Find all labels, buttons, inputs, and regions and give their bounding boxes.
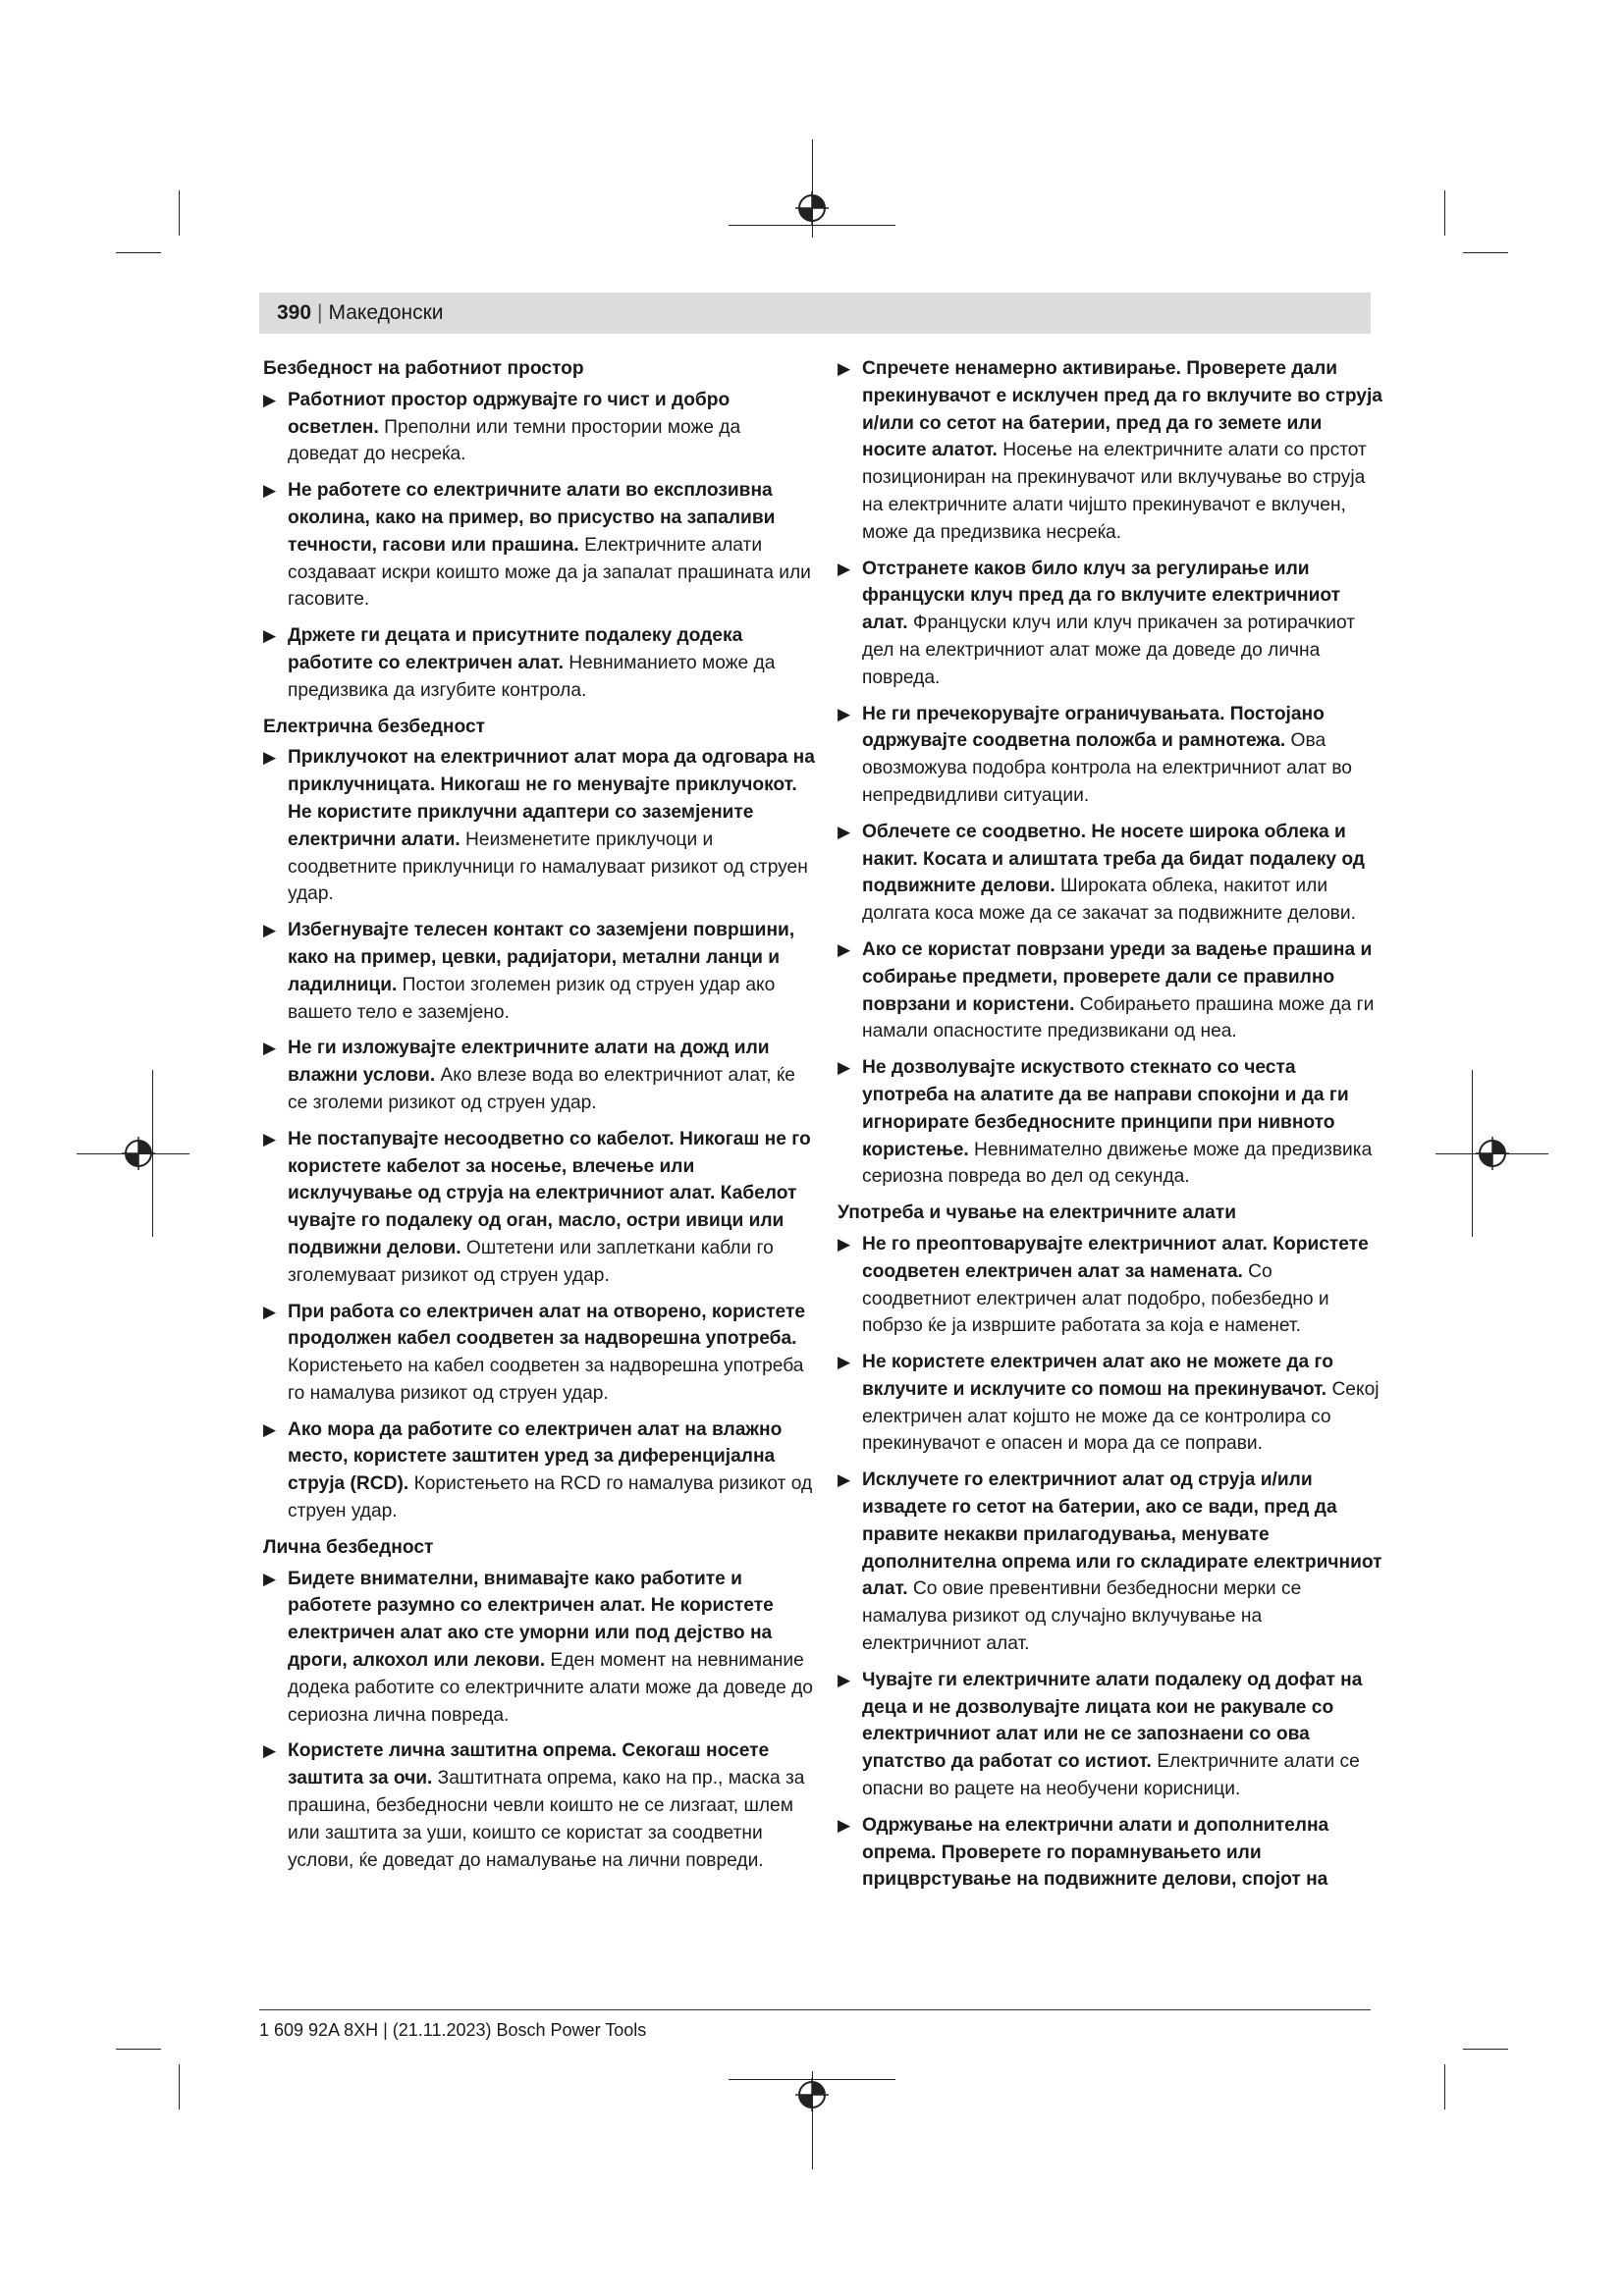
instruction-bold-text: Чувајте ги електричните алати подалеку од дофат на деца и не дозволувајте лицата кои не ракувале со електричниот алат или не се запознаени со ова упатство да работат со истиот. — [862, 1669, 1363, 1773]
instruction-bold-text: Спречете ненамерно активирање. Проверете дали прекинувачот е исклучен пред да го вклучите во струја и/или со сетот на батерии, пред да го земете или носите алатот. — [862, 358, 1382, 461]
instruction-explanation-text: Невниманието може да предизвика да изгубите контрола. — [288, 652, 776, 701]
header-separator: | — [317, 301, 323, 324]
bullet-arrow-icon: ▶ — [838, 1815, 851, 1835]
safety-instruction-item — [263, 622, 815, 704]
instruction-explanation-text: Оштетени или заплеткани кабли го зголемуваат ризикот од струен удар. — [288, 1237, 774, 1286]
crop-mark — [1463, 252, 1508, 253]
bullet-arrow-icon: ▶ — [838, 1353, 851, 1372]
safety-instruction-item — [263, 477, 815, 614]
safety-instruction-item — [838, 936, 1382, 1045]
registration-mark-icon — [1476, 1137, 1509, 1170]
instruction-bold-text: Бидете внимателни, внимавајте како работите и работете разумно со електричен алат. Не користете електричен алат ако сте уморни или под дејство на дроги, алкохол или лекови. — [288, 1568, 774, 1672]
instruction-explanation-text: Невнимателно движење може да предизвика сериозна повреда во дел од секунда. — [862, 1139, 1373, 1188]
crop-mark — [1463, 2049, 1508, 2050]
instruction-explanation-text: Со овие превентивни безбедносни мерки се намалува ризикот од случајно вклучување на електричниот алат. — [862, 1578, 1302, 1655]
safety-instruction-item — [263, 744, 815, 908]
section-heading: Лична безбедност — [263, 1536, 434, 1558]
crop-mark — [1444, 190, 1445, 236]
section-heading: Електрична безбедност — [263, 716, 486, 737]
instruction-explanation-text: Постои зголемен ризик од струен удар ако вашето тело е заземјено. — [288, 974, 776, 1023]
bullet-arrow-icon: ▶ — [263, 1039, 277, 1058]
safety-instruction-item — [838, 1467, 1382, 1658]
instruction-explanation-text: Неизменетите приклучоци и соодветните приклучници го намалуваат ризикот од струен удар. — [288, 828, 808, 905]
safety-instruction-item — [263, 1737, 815, 1874]
instruction-bold-text: Не ги пречекорувајте ограничувањата. Постојано одржувајте соодветна положба и рамнотежа. — [862, 703, 1325, 752]
instruction-bold-text: Отстранете каков било клуч за регулирање или француски клуч пред да го вклучите електричниот алат. — [862, 558, 1341, 634]
instruction-explanation-text: Преполни или темни простории може да доведат до несреќа. — [288, 416, 741, 465]
instruction-bold-text: Не ги изложувајте електричните алати на дожд или влажни услови. — [288, 1038, 770, 1087]
safety-instruction-item — [263, 387, 815, 468]
instruction-bold-text: Користете лична заштитна опрема. Секогаш носете заштита за очи. — [288, 1740, 770, 1789]
instruction-bold-text: Одржување на електрични алати и дополнителна опрема. Проверете го порамнувањето или прицврстување на подвижните делови, спојот на — [862, 1814, 1329, 1891]
instruction-explanation-text: Електричните алати создаваат искри коишто може да ја запалат прашината или гасовите. — [288, 534, 811, 611]
instruction-bold-text: Ако се користат поврзани уреди за вадење прашина и собирање предмети, проверете дали се правилно поврзани и користени. — [862, 938, 1373, 1015]
crop-mark — [179, 2064, 180, 2109]
instruction-bold-text: Не дозволувајте искуството стекнато со честа употреба на алатите да ве направи спокојни и да ги игнорирате безбедносните принципи при нивното користење. — [862, 1057, 1349, 1160]
bullet-arrow-icon: ▶ — [838, 704, 851, 723]
instruction-bold-text: Облечете се соодветно. Не носете широка облека и накит. Косата и алиштата треба да бидат подалеку од подвижните делови. — [862, 821, 1365, 897]
safety-instruction-item — [838, 1667, 1382, 1803]
left-column — [263, 355, 815, 1883]
crop-mark — [179, 190, 180, 236]
header-language: Македонски — [328, 301, 444, 324]
instruction-explanation-text: Користењето на RCD го намалува ризикот од струен удар. — [288, 1473, 813, 1522]
instruction-explanation-text: Ако влезе вода во електричниот алат, ќе се зголеми ризикот од струен удар. — [288, 1065, 795, 1113]
instruction-explanation-text: Носење на електричните алати со прстот позициониран на прекинувачот или вклучување во струја на електричните алати чијшто прекинувачот е вклучен, може да предизвика несреќа. — [862, 440, 1367, 543]
instruction-explanation-text: Француски клуч или клуч прикачен за ротирачкиот дел на електричниот алат може да доведе до лична повреда. — [862, 613, 1355, 688]
bullet-arrow-icon: ▶ — [263, 1419, 277, 1439]
bullet-arrow-icon: ▶ — [838, 939, 851, 959]
bullet-arrow-icon: ▶ — [838, 822, 851, 841]
bullet-arrow-icon: ▶ — [838, 1670, 851, 1689]
instruction-explanation-text: Заштитната опрема, како на пр., маска за прашина, безбедносни чевли коишто не се лизгаат, шлем или заштита за уши, коишто се користат за соодветни услови, ќе доведат до намалување на лични повреди. — [288, 1768, 805, 1871]
instruction-explanation-text: Ова овозможува подобра контрола на електричниот алат во непредвидливи ситуации. — [862, 730, 1352, 806]
safety-instruction-item — [263, 1416, 815, 1525]
bullet-arrow-icon: ▶ — [838, 1058, 851, 1078]
safety-instruction-item — [263, 917, 815, 1026]
instruction-explanation-text: Користењето на кабел соодветен за надворешна употреба го намалува ризикот од струен удар. — [288, 1356, 804, 1404]
page-number: 390 — [277, 301, 312, 324]
safety-instruction-item — [838, 1054, 1382, 1191]
instruction-bold-text: Ако мора да работите со електричен алат на влажно место, користете заштитен уред за диференцијална струја (RCD). — [288, 1418, 783, 1495]
bullet-arrow-icon: ▶ — [838, 359, 851, 378]
instruction-bold-text: Не користете електричен алат ако не можете да го вклучите и исклучите со помош на прекинувачот. — [862, 1352, 1333, 1400]
bullet-arrow-icon: ▶ — [263, 390, 277, 409]
bullet-arrow-icon: ▶ — [838, 1234, 851, 1254]
registration-mark-icon — [122, 1137, 155, 1170]
registration-mark-icon — [795, 191, 829, 225]
crop-mark — [116, 252, 161, 253]
section-heading: Употреба и чување на електричните алати — [838, 1202, 1236, 1224]
registration-mark-icon — [795, 2078, 829, 2111]
instruction-explanation-text: Собирањето прашина може да ги намали опасностите предизвикани од неа. — [862, 993, 1375, 1042]
crop-mark — [116, 2049, 161, 2050]
instruction-explanation-text: Секој електричен алат којшто не може да се контролира со прекинувачот е опасен и мора да се поправи. — [862, 1378, 1380, 1455]
page-header — [259, 293, 1371, 334]
bullet-arrow-icon: ▶ — [263, 748, 277, 768]
bullet-arrow-icon: ▶ — [263, 1302, 277, 1321]
bullet-arrow-icon: ▶ — [838, 559, 851, 578]
safety-instruction-item — [263, 1035, 815, 1116]
registration-line — [729, 225, 895, 226]
safety-instruction-item — [838, 355, 1382, 547]
safety-instruction-item — [838, 819, 1382, 928]
bullet-arrow-icon: ▶ — [263, 626, 277, 646]
section-heading: Безбедност на работниот простор — [263, 358, 584, 379]
safety-instruction-item — [838, 556, 1382, 692]
bullet-arrow-icon: ▶ — [263, 481, 277, 501]
instruction-explanation-text: Со соодветниот електричен алат подобро, побезбедно и побрзо ќе ја извршите работата за која е наменет. — [862, 1260, 1329, 1337]
instruction-explanation-text: Широката облека, накитот или долгата коса може да се закачат за подвижните делови. — [862, 876, 1356, 925]
bullet-arrow-icon: ▶ — [263, 1569, 277, 1588]
bullet-arrow-icon: ▶ — [263, 1741, 277, 1761]
page-footer: 1 609 92A 8XH | (21.11.2023) Bosch Power Tools — [259, 2020, 647, 2040]
instruction-explanation-text: Електричните алати се опасни во рацете на необучени корисници. — [862, 1751, 1360, 1800]
instruction-bold-text: Држете ги децата и присутните подалеку додека работите со електричен алат. — [288, 625, 743, 673]
bullet-arrow-icon: ▶ — [263, 1129, 277, 1148]
safety-instruction-item — [838, 1231, 1382, 1340]
safety-instruction-item — [263, 1299, 815, 1408]
instruction-bold-text: Не го преоптоварувајте електричниот алат. Користете соодветен електричен алат за намената. — [862, 1233, 1369, 1282]
bullet-arrow-icon: ▶ — [838, 1470, 851, 1490]
safety-instruction-item — [838, 1349, 1382, 1458]
instruction-explanation-text: Еден момент на невнимание додека работите со електричните алати може да доведе до сериозна лична повреда. — [288, 1650, 813, 1726]
instruction-bold-text: Приклучокот на електричниот алат мора да одговара на приклучницата. Никогаш не го менувајте приклучокот. Не користите приклучни адаптери со заземјените електрични алати. — [288, 747, 815, 850]
safety-instruction-item — [263, 1566, 815, 1730]
safety-instruction-item — [838, 1812, 1382, 1894]
instruction-bold-text: Избегнувајте телесен контакт со заземјени површини, како на пример, цевки, радијатори, метални ланци и ладилници. — [288, 920, 795, 995]
instruction-bold-text: Не работете со електричните алати во експлозивна околина, како на пример, во присуство на запаливи течности, гасови или прашина. — [288, 480, 776, 556]
crop-mark — [1444, 2064, 1445, 2109]
safety-instruction-item — [263, 1126, 815, 1290]
bullet-arrow-icon: ▶ — [263, 921, 277, 940]
footer-rule — [259, 2009, 1371, 2010]
instruction-bold-text: При работа со електричен алат на отворено, користете продолжен кабел соодветен за надворешна употреба. — [288, 1301, 806, 1350]
right-column — [838, 355, 1382, 1902]
instruction-bold-text: Исклучете го електричниот алат од струја и/или извадете го сетот на батерии, ако се вади, пред да правите некакви прилагодувања, менувате дополнителна опрема или го складирате електричниот алат. — [862, 1469, 1382, 1600]
instruction-bold-text: Не постапувајте несоодветно со кабелот. Никогаш не го користете кабелот за носење, влечење или исклучување од струја на електричниот алат. Кабелот чувајте го подалеку од оган, масло, остри ивици или подвижни делови. — [288, 1128, 811, 1258]
safety-instruction-item — [838, 701, 1382, 810]
instruction-bold-text: Работниот простор одржувајте го чист и добро осветлен. — [288, 389, 731, 438]
